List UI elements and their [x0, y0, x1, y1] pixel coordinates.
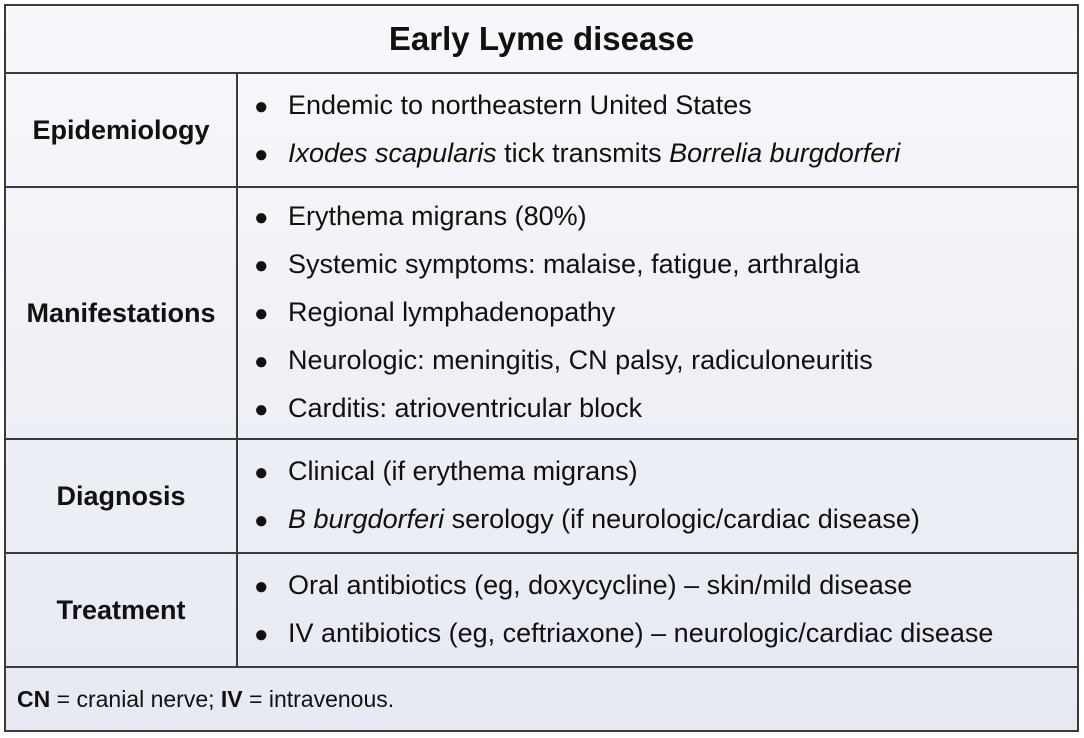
bullet-icon: ●: [254, 93, 269, 120]
list-item: [254, 562, 1077, 610]
item-text: [288, 130, 900, 176]
item-text: [288, 496, 920, 542]
italic-species: Ixodes scapularis: [288, 138, 497, 168]
row-manifestations: [6, 188, 1077, 440]
item-text: Erythema migrans (80%): [288, 201, 587, 231]
item-text: IV antibiotics (eg, ceftriaxone) – neurologic/cardiac disease: [288, 618, 994, 648]
row-label-epidemiology: Epidemiology: [6, 74, 238, 186]
list-item: [254, 496, 1077, 544]
footnote-def: = intravenous.: [242, 685, 395, 712]
bullet-icon: ●: [254, 396, 269, 423]
row-treatment: [6, 554, 1077, 668]
list-item: [254, 337, 1077, 385]
lyme-table: [4, 4, 1079, 732]
item-text: Systemic symptoms: malaise, fatigue, arthralgia: [288, 249, 860, 279]
item-text: Endemic to northeastern United States: [288, 90, 752, 120]
row-body-epidemiology: [238, 74, 1077, 186]
item-text-rest: serology (if neurologic/cardiac disease): [444, 504, 920, 534]
row-label-treatment: Treatment: [6, 554, 238, 666]
list-item: [254, 610, 1077, 658]
footnote-abbr: IV: [220, 685, 243, 712]
bullet-icon: ●: [254, 573, 269, 600]
bullet-icon: ●: [254, 252, 269, 279]
bullet-icon: ●: [254, 348, 269, 375]
row-body-diagnosis: [238, 440, 1077, 552]
bullet-icon: ●: [254, 300, 269, 327]
row-body-manifestations: [238, 188, 1077, 438]
list-item: [254, 193, 1077, 241]
table-footnote: [6, 668, 1077, 730]
table-title: Early Lyme disease: [388, 20, 695, 57]
list-item: [254, 82, 1077, 130]
row-diagnosis: [6, 440, 1077, 554]
italic-species: Borrelia burgdorferi: [669, 138, 901, 168]
item-text-middle: tick transmits: [496, 138, 670, 168]
footnote-abbr: CN: [17, 685, 51, 712]
bullet-icon: ●: [254, 459, 269, 486]
italic-species: B burgdorferi: [288, 504, 445, 534]
footnote-def: = cranial nerve;: [50, 685, 221, 712]
bullet-icon: ●: [254, 621, 269, 648]
list-item: [254, 289, 1077, 337]
row-body-treatment: [238, 554, 1077, 666]
table-title-row: [6, 6, 1077, 74]
item-text: Carditis: atrioventricular block: [288, 393, 643, 423]
row-label-manifestations: Manifestations: [6, 188, 238, 438]
row-label-diagnosis: Diagnosis: [6, 440, 238, 552]
item-text: Oral antibiotics (eg, doxycycline) – skin/mild disease: [288, 570, 913, 600]
item-text: Clinical (if erythema migrans): [288, 456, 638, 486]
item-text: Neurologic: meningitis, CN palsy, radiculoneuritis: [288, 345, 873, 375]
list-item: [254, 130, 1077, 178]
item-text: Regional lymphadenopathy: [288, 297, 616, 327]
row-epidemiology: [6, 74, 1077, 188]
bullet-icon: ●: [254, 141, 269, 168]
list-item: [254, 448, 1077, 496]
bullet-icon: ●: [254, 204, 269, 231]
list-item: [254, 241, 1077, 289]
bullet-icon: ●: [254, 507, 269, 534]
list-item: [254, 385, 1077, 433]
